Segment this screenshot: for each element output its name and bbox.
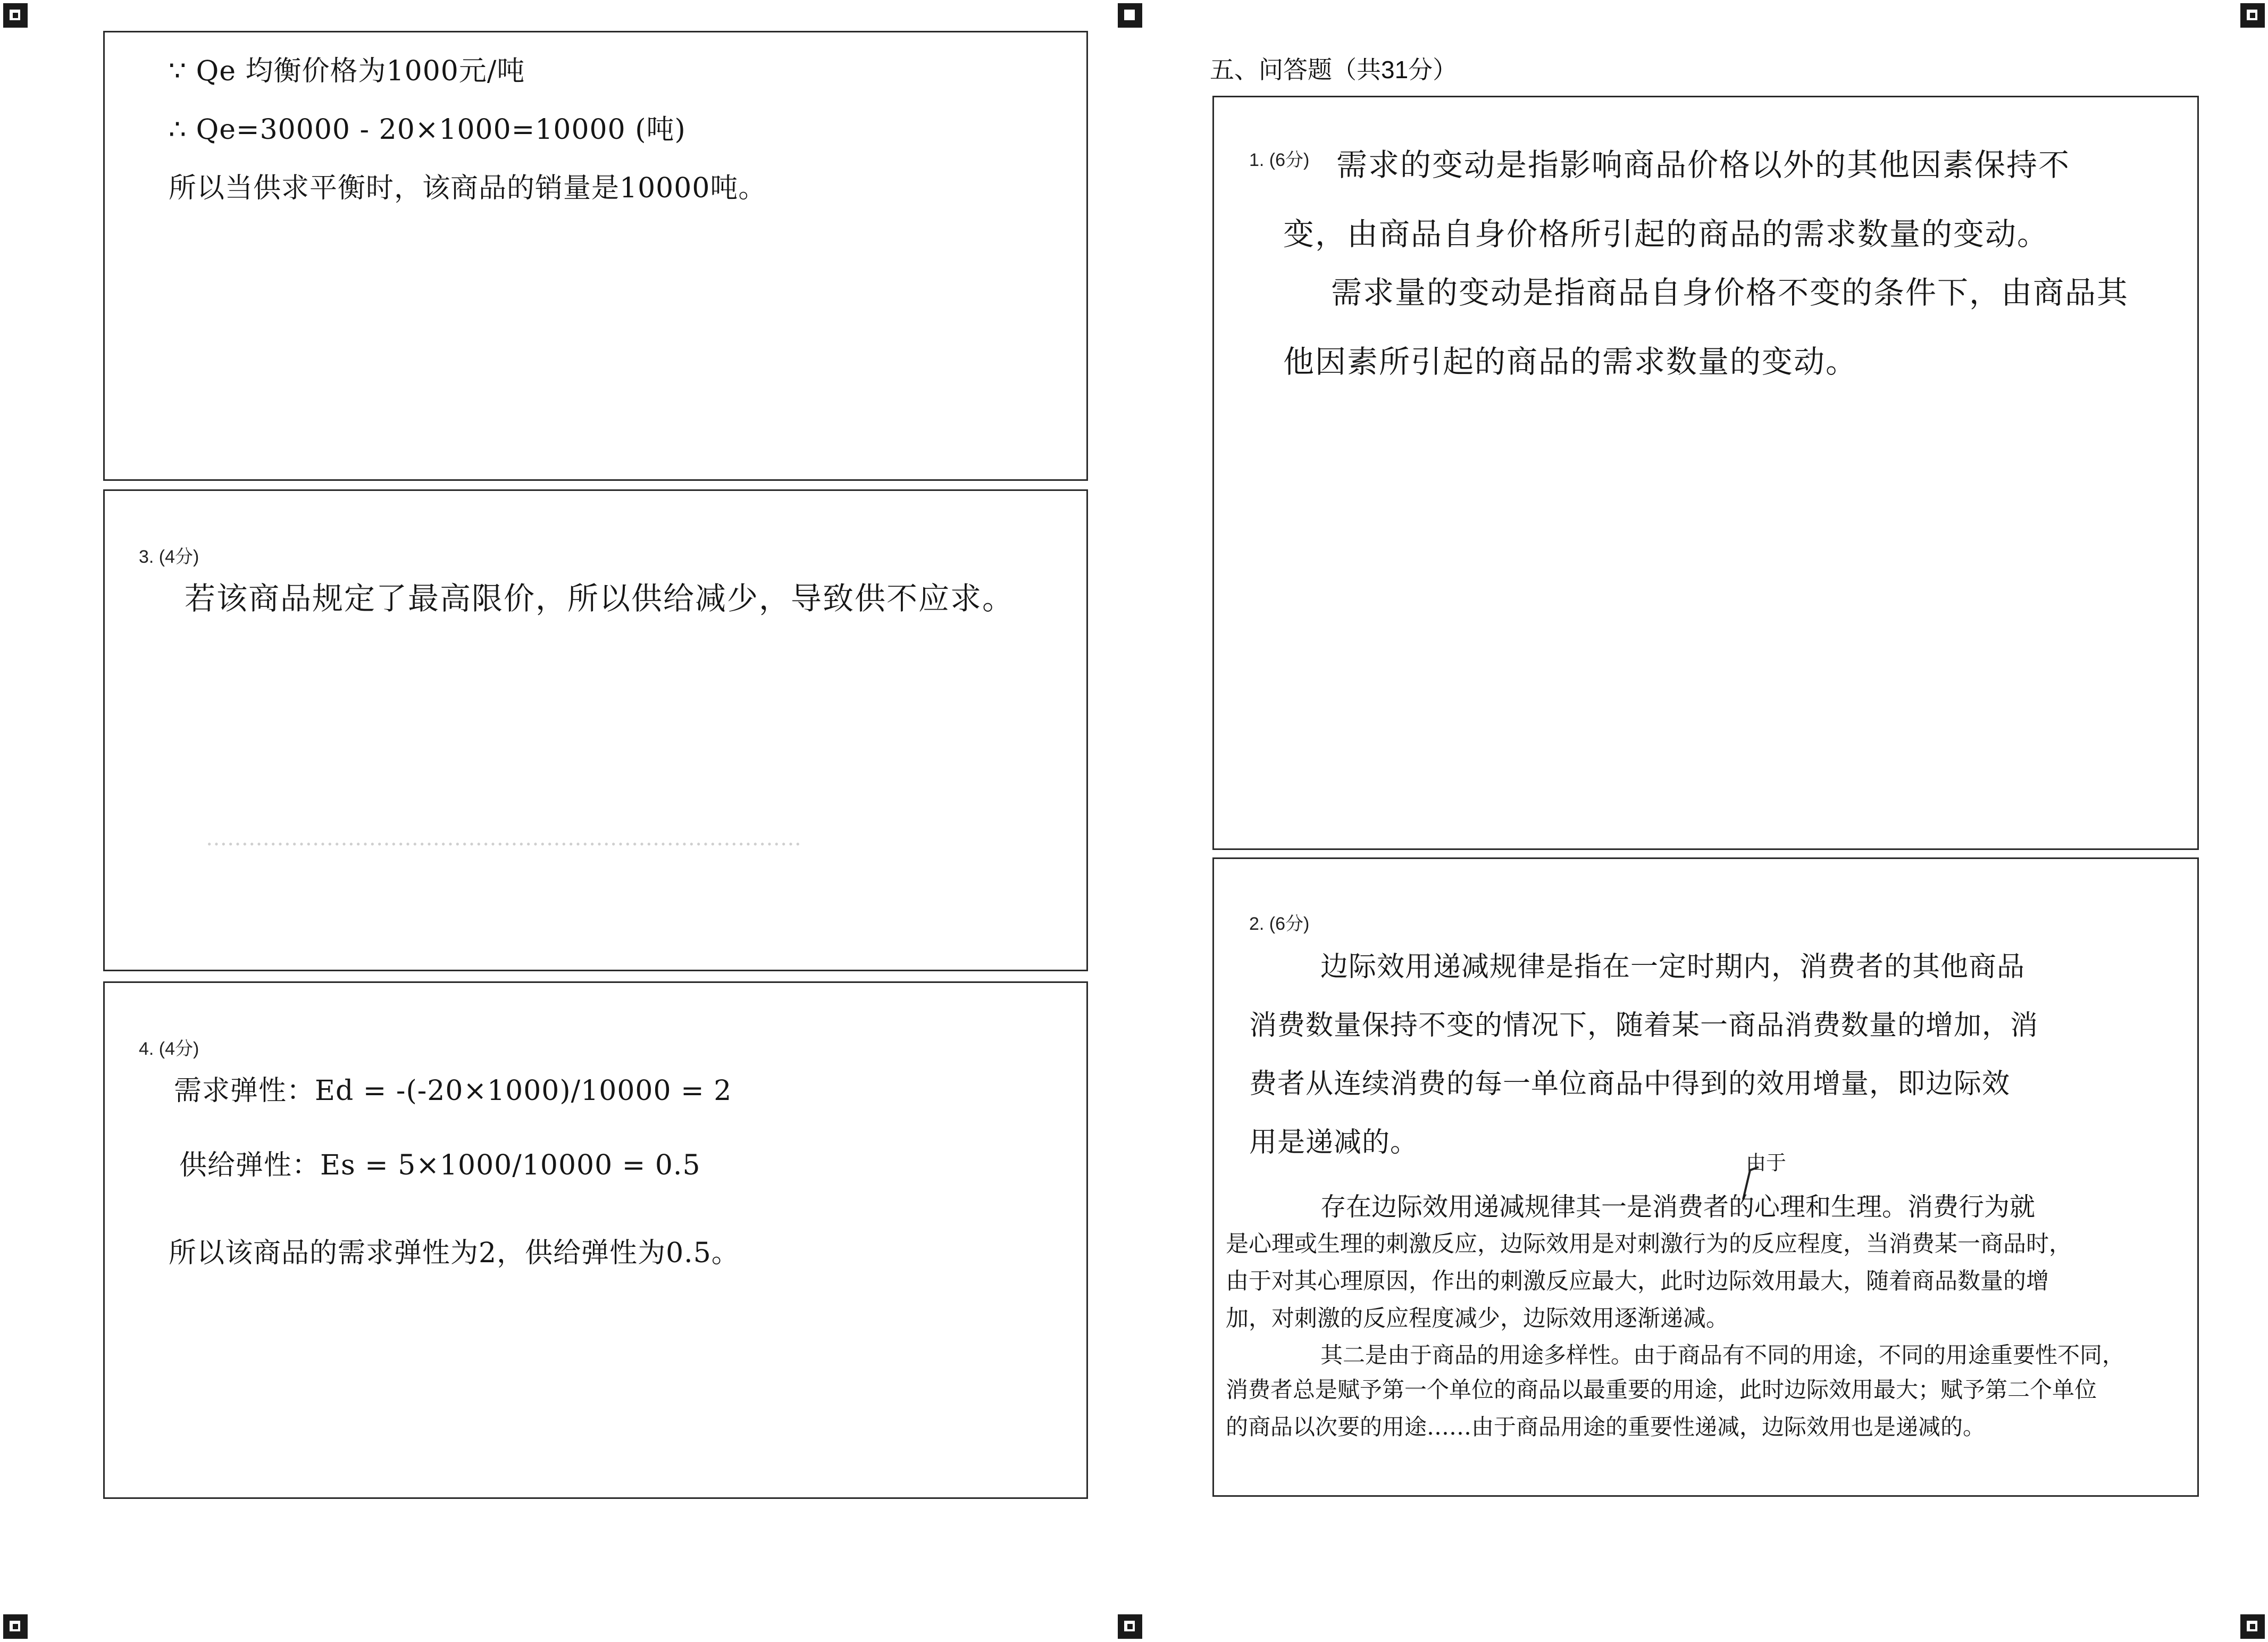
answer-line: 由于对其心理原因，作出的刺激反应最大，此时边际效用最大，随着商品数量的增 (1226, 1268, 2049, 1295)
answer-line: 需求的变动是指影响商品价格以外的其他因素保持不 (1336, 147, 2071, 183)
answer-line: 其二是由于商品的用途多样性。由于商品有不同的用途，不同的用途重要性不同， (1320, 1342, 2125, 1368)
answer-line: ∵ Qe 均衡价格为1000元/吨 (169, 55, 525, 87)
corner-marker-bottom-center (1118, 1614, 1142, 1639)
corner-marker-top-right (2240, 3, 2265, 28)
answer-line: 需求量的变动是指商品自身价格不变的条件下，由商品其 (1331, 274, 2129, 311)
answer-box-essay-q2 (1212, 857, 2199, 1497)
answer-line: 供给弹性：Es = 5×1000/10000 = 0.5 (179, 1149, 701, 1181)
answer-line: 边际效用递减规律是指在一定时期内，消费者的其他商品 (1320, 951, 2026, 983)
answer-line: 是心理或生理的刺激反应，边际效用是对刺激行为的反应程度，当消费某一商品时， (1226, 1231, 2072, 1257)
answer-box-q4 (103, 981, 1088, 1499)
answer-line: 加，对刺激的反应程度减少，边际效用逐渐递减。 (1226, 1305, 1729, 1332)
inserted-word: 由于 (1746, 1151, 1787, 1174)
question-label: 3. (4分) (139, 547, 199, 567)
answer-line: 消费数量保持不变的情况下，随着某一商品消费数量的增加，消 (1249, 1010, 2039, 1041)
section-title: 五、问答题（共31分） (1210, 56, 1458, 84)
answer-line: 消费者总是赋予第一个单位的商品以最重要的用途，此时边际效用最大；赋予第二个单位 (1226, 1377, 2097, 1403)
answer-line: ∴ Qe=30000 - 20×1000=10000 (吨) (169, 114, 686, 146)
corner-marker-top-left (3, 3, 28, 28)
answer-line: 存在边际效用递减规律其一是消费者的心理和生理。消费行为就 (1320, 1192, 2036, 1222)
question-label: 4. (4分) (139, 1039, 199, 1059)
answer-line: 的商品以次要的用途……由于商品用途的重要性递减，边际效用也是递减的。 (1226, 1414, 1986, 1440)
answer-line: 费者从连续消费的每一单位商品中得到的效用增量，即边际效 (1249, 1068, 2011, 1100)
corner-marker-bottom-right (2240, 1614, 2265, 1639)
corner-marker-top-center (1118, 3, 1142, 28)
question-label: 1. (6分) (1249, 150, 1310, 170)
answer-line: 所以该商品的需求弹性为2，供给弹性为0.5。 (169, 1237, 740, 1269)
answer-box-essay-q1 (1212, 96, 2199, 850)
answer-box-q3 (103, 489, 1088, 971)
corner-marker-bottom-left (3, 1614, 28, 1639)
answer-line: 他因素所引起的商品的需求数量的变动。 (1283, 344, 1858, 380)
answer-line: 需求弹性：Ed = -(-20×1000)/10000 = 2 (174, 1075, 732, 1107)
answer-line: 若该商品规定了最高限价，所以供给减少，导致供不应求。 (185, 580, 1015, 616)
answer-line: 用是递减的。 (1249, 1127, 1419, 1158)
answer-line: 变，由商品自身价格所引起的商品的需求数量的变动。 (1283, 216, 2049, 252)
answer-box-q2-continued (103, 31, 1088, 481)
question-label: 2. (6分) (1249, 914, 1310, 934)
answer-line: 所以当供求平衡时，该商品的销量是10000吨。 (169, 172, 767, 204)
bleed-through-text: ………………………………………………………………………… (206, 826, 801, 851)
